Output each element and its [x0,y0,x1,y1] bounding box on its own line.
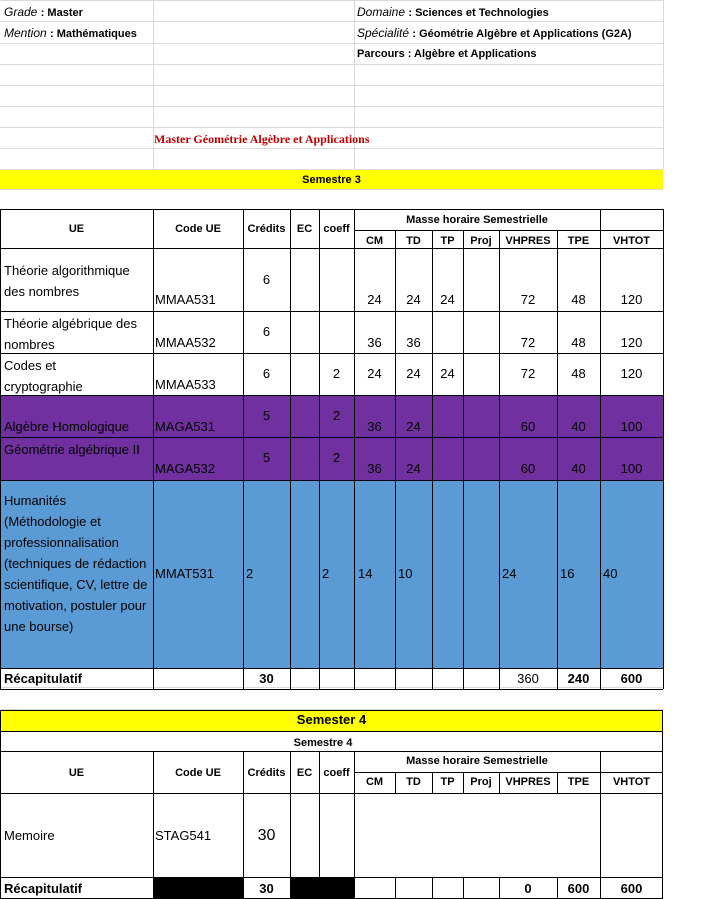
col-tp: TP [440,235,455,247]
table-row-4-tpe: 40 [571,419,586,434]
col4-tpe: TPE [567,776,590,788]
col4-code: Code UE [175,767,221,779]
table-row-1-tpe: 48 [571,292,586,307]
table-row-3-tpe: 48 [571,366,586,381]
table-border [662,710,663,899]
table-border [463,877,464,898]
domaine-info: Domaine : Sciences et Technologies [357,5,549,19]
col4-vhtot: VHTOT [612,776,651,788]
table-row-2-code: MMAA532 [155,335,216,350]
table-border [0,710,663,711]
recap4-black-code [153,878,243,899]
table-row-2-cm: 36 [367,335,382,350]
table-row-4-td: 24 [406,419,421,434]
recap4-vhpres: 0 [524,881,532,896]
table-row-1-vhpres: 72 [520,292,536,307]
table-row-6-vhtot: 40 [603,566,618,581]
table-row-3-tp: 24 [440,366,455,381]
table-row-1-credits: 6 [262,272,271,287]
table-border [600,209,601,689]
col-coeff: coeff [323,223,350,235]
col-vhtot: VHTOT [612,235,651,247]
table-border [0,437,663,438]
table-border [0,480,663,481]
table-row-3-code: MMAA533 [155,377,216,392]
semestre4-subtitle: Semestre 4 [293,737,353,749]
gridline [0,148,663,149]
gridline [0,169,663,170]
recap4-tpe: 600 [567,881,590,896]
col4-vhpres: VHPRES [505,776,551,788]
col4-ec: EC [296,767,313,779]
table-border [0,731,663,732]
table-row-5-vhtot: 100 [620,461,643,476]
table-row-3-credits: 6 [262,366,271,381]
col-proj: Proj [470,235,492,247]
table-row-3-vhpres: 72 [520,366,536,381]
recap3-credits: 30 [259,671,274,686]
table-row-5-td: 24 [406,461,421,476]
parcours-info: Parcours : Algèbre et Applications [357,48,537,60]
table-row-3-td: 24 [406,366,421,381]
table-border [0,209,663,210]
table-row-3-vhtot: 120 [620,366,643,381]
table-row-4-vhpres: 60 [520,419,536,434]
table-row-3-ue: Codes et cryptographie [4,358,83,394]
gridline [0,21,663,22]
memoire-ue: Memoire [4,828,55,843]
table-row-6-coeff: 2 [322,566,330,581]
col-credits: Crédits [247,223,286,235]
table-row-6-code: MMAT531 [155,566,214,581]
table-row-6-vhpres: 24 [502,566,517,581]
table-row-2-vhpres: 72 [520,335,536,350]
table-row-1-ue: Théorie algorithmique des nombres [4,263,130,299]
table-border [0,209,1,689]
table-border [432,877,433,898]
table-row-6-td: 10 [398,566,413,581]
gridline [0,127,663,128]
col-ec: EC [296,223,313,235]
table-row-6-ue: Humanités (Méthodologie et professionnalisation (techniques de rédaction scientifique, CV, lettre de motivation, postuler pour une bourse) [4,493,148,634]
table-row-2-credits: 6 [262,324,271,339]
col4-cm: CM [365,776,384,788]
col4-credits: Crédits [247,767,286,779]
table-border [0,710,1,899]
recap4-black-ec [290,878,354,899]
col4-tp: TP [440,776,455,788]
recap4-label: Récapitulatif [4,881,83,896]
gridline [0,64,663,65]
table-row-4-cm: 36 [367,419,382,434]
table-row-4-coeff: 2 [332,408,341,423]
table-row-5-tpe: 40 [571,461,586,476]
table-row-6-tpe: 16 [560,566,575,581]
col-ue: UE [68,223,85,235]
gridline [0,0,663,1]
table-row-6-cm: 14 [358,566,373,581]
table-border [354,230,663,231]
table-row-5-cm: 36 [367,461,382,476]
table-row-3-coeff: 2 [332,366,341,381]
table-row-4-code: MAGA531 [155,419,215,434]
table-border [290,209,291,689]
col-tpe: TPE [567,235,590,247]
table-row-4-vhtot: 100 [620,419,643,434]
table-row-5-ue: Géométrie algébrique II [4,442,140,457]
table-border [0,877,663,878]
table-row-2-ue: Théorie algébrique des nombres [4,316,137,352]
gridline [663,0,664,169]
table-row-5-credits: 5 [262,450,271,465]
table-border [319,209,320,689]
col4-coeff: coeff [323,767,350,779]
table-border [0,311,663,312]
col-td: TD [406,235,421,247]
table-border [0,751,663,752]
gridline [0,189,663,190]
recap4-credits: 30 [259,881,274,896]
memoire-code: STAG541 [155,828,212,843]
semestre3-title: Semestre 3 [302,174,361,186]
table-row-1-td: 24 [406,292,421,307]
table-row-2-vhtot: 120 [620,335,643,350]
grade-info: Grade : Master [4,5,83,19]
table-border [395,877,396,898]
gridline [0,106,663,107]
mention-info: Mention : Mathématiques [4,26,137,40]
col-cm: CM [365,235,384,247]
table-row-5-code: MAGA532 [155,461,215,476]
table-row-3-cm: 24 [367,366,382,381]
recap3-tpe: 240 [567,671,590,686]
table-border [354,751,355,899]
specialite-info: Spécialité : Géométrie Algèbre et Applications (G2A) [357,26,632,40]
table-border [0,689,663,690]
table-border [663,209,664,689]
table-border [354,772,663,773]
gridline [0,687,663,688]
table-border [600,751,601,899]
table-border [463,230,464,689]
col-masse: Masse horaire Semestrielle [406,214,548,226]
recap3-label: Récapitulatif [4,671,83,686]
memoire-credits: 30 [257,827,276,844]
table-row-2-tpe: 48 [571,335,586,350]
table-border [0,793,663,794]
table-border [0,668,663,669]
table-row-5-vhpres: 60 [520,461,536,476]
col4-ue: UE [68,767,85,779]
col4-td: TD [406,776,421,788]
table-border [0,248,663,249]
table-row-1-cm: 24 [367,292,382,307]
table-border [354,209,355,689]
col4-proj: Proj [470,776,492,788]
table-row-4-ue: Algèbre Homologique [4,419,130,434]
table-row-1-code: MMAA531 [155,292,216,307]
col-vhpres: VHPRES [505,235,551,247]
table-row-6-credits: 2 [246,566,254,581]
recap4-vhtot: 600 [620,881,643,896]
table-row-1-tp: 24 [440,292,455,307]
table-row-2-td: 36 [406,335,421,350]
col-code: Code UE [175,223,221,235]
recap3-vhpres: 360 [517,671,539,686]
gridline [0,85,663,86]
table-row-4-credits: 5 [262,408,271,423]
table-row-1-vhtot: 120 [620,292,643,307]
table-row-5-coeff: 2 [332,450,341,465]
col4-masse: Masse horaire Semestrielle [406,755,548,767]
semestre4-title: Semester 4 [296,712,367,727]
gridline [0,43,663,44]
recap3-vhtot: 600 [620,671,643,686]
page-title: Master Géométrie Algèbre et Applications [154,132,370,146]
